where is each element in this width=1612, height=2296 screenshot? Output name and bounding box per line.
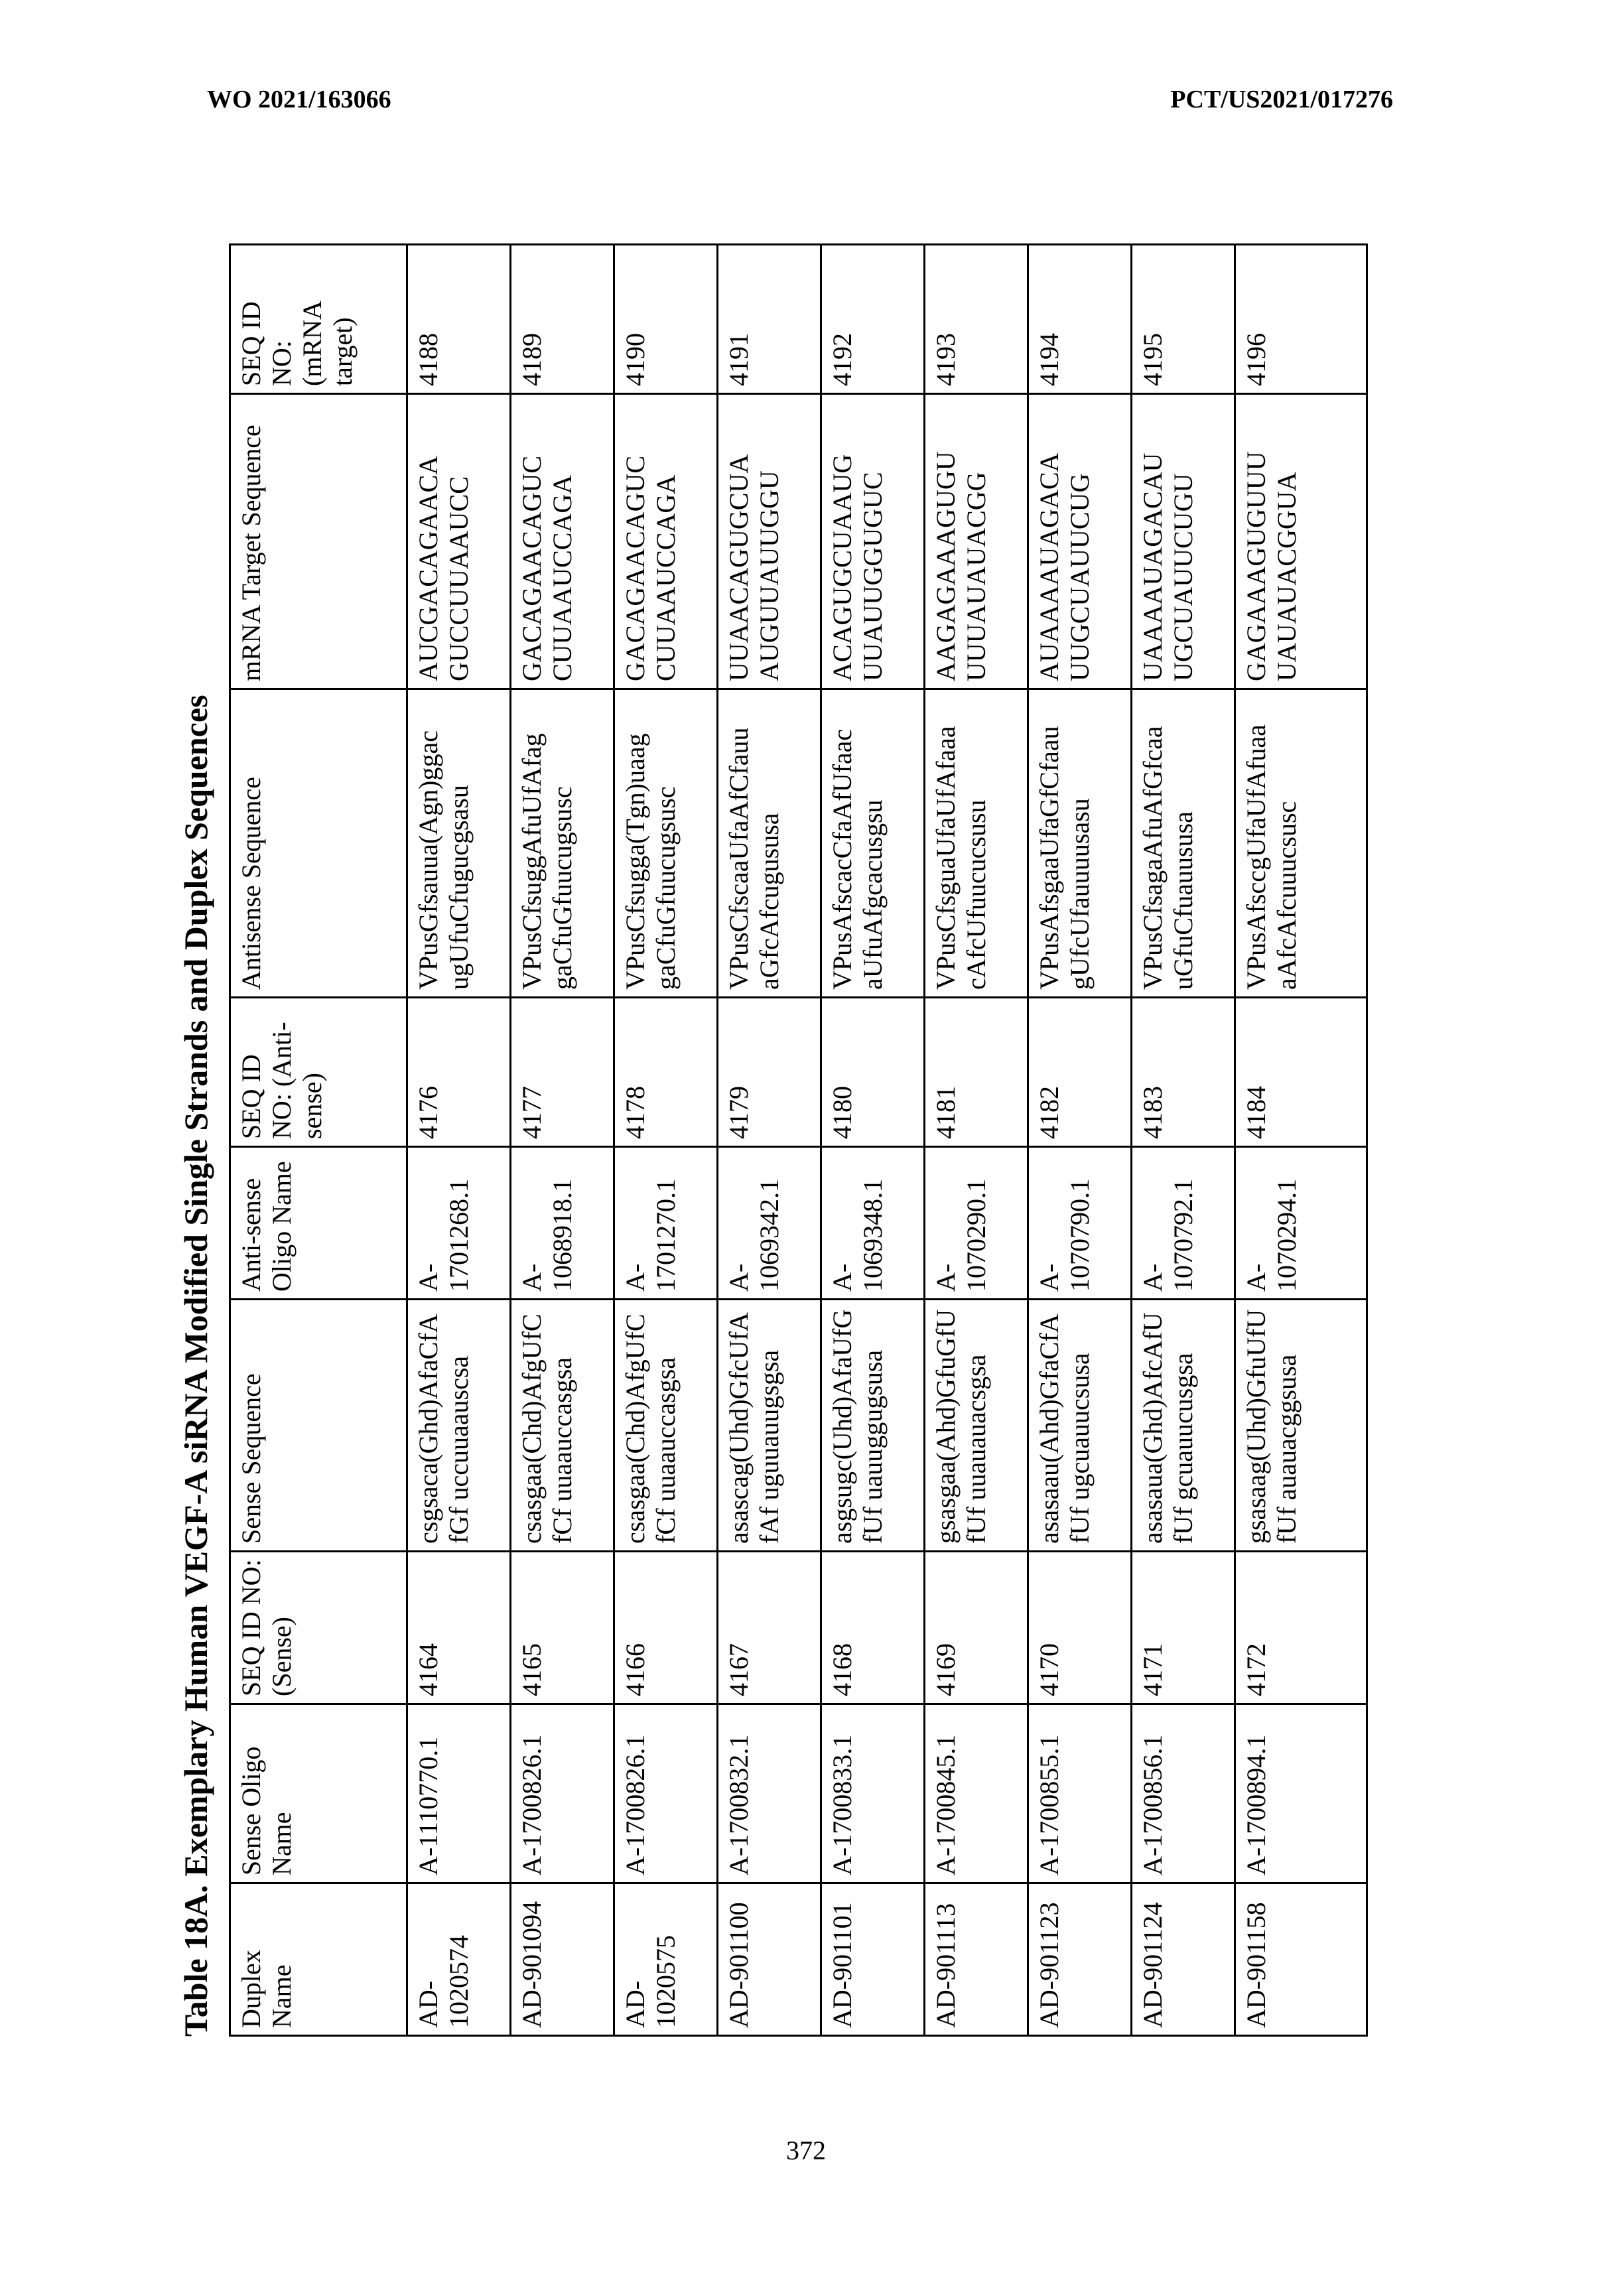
cell-antisense-sequence: VPusCfsguaUfaUfAfaaa cAfcUfuucucsusu [925,689,1028,998]
table-row [1132,245,1235,2036]
cell-seq-id-antisense: 4183 [1132,998,1235,1147]
cell-seq-id-mrna-target: 4192 [821,245,925,394]
cell-antisense-oligo-name: A-1070294.1 [1235,1147,1367,1300]
table-header-row [230,245,407,2036]
cell-seq-id-mrna-target: 4196 [1235,245,1367,394]
cell-sense-sequence: gsasgaa(Ahd)GfuGfUfUf uuauauacsgsa [925,1300,1028,1552]
cell-mrna-target-sequence: AUCGACAGAACA GUCCUUAAUCC [407,394,511,689]
cell-seq-id-antisense: 4177 [511,998,614,1147]
cell-seq-id-mrna-target: 4194 [1028,245,1132,394]
cell-sense-sequence: csasgaa(Chd)AfgUfCfCf uuaauccasgsa [614,1300,718,1552]
cell-sense-sequence: asascag(Uhd)GfcUfAfAf uguuauugsgsa [718,1300,821,1552]
cell-mrna-target-sequence: AUAAAAUAGACA UUGCUAUUCUG [1028,394,1132,689]
cell-antisense-oligo-name: A-1701270.1 [614,1147,718,1300]
cell-mrna-target-sequence: UAAAAUAGACAU UGCUAUUCUGU [1132,394,1235,689]
table-row [1235,245,1367,2036]
cell-seq-id-sense: 4171 [1132,1552,1235,1704]
cell-antisense-sequence: VPusAfsgaaUfaGfCfaau gUfcUfauuuusasu [1028,689,1132,998]
cell-antisense-oligo-name: A-1070790.1 [1028,1147,1132,1300]
cell-seq-id-antisense: 4178 [614,998,718,1147]
cell-sense-oligo-name: A-1700826.1 [614,1704,718,1883]
cell-seq-id-sense: 4170 [1028,1552,1132,1704]
cell-sense-oligo-name: A-1700855.1 [1028,1704,1132,1883]
cell-antisense-sequence: VPusCfscaaUfaAfCfauu aGfcAfcugususa [718,689,821,998]
cell-sense-sequence: asasaau(Ahd)GfaCfAfUf ugcuauucsusa [1028,1300,1132,1552]
cell-sense-oligo-name: A-1700833.1 [821,1704,925,1883]
cell-antisense-oligo-name: A-1701268.1 [407,1147,511,1300]
cell-seq-id-antisense: 4180 [821,998,925,1147]
cell-mrna-target-sequence: GAGAAAGUGUUU UAUAUACGGUA [1235,394,1367,689]
cell-duplex-name: AD-901094 [511,1883,614,2036]
table-title: Table 18A. Exemplary Human VEGF-A siRNA Modified Single Strands and Duplex Sequences [177,695,214,2037]
column-header-mrna-target-sequence: mRNA Target Sequence [230,394,407,689]
cell-seq-id-sense: 4166 [614,1552,718,1704]
cell-mrna-target-sequence: ACAGUGCUAAUG UUAUUGGUGUC [821,394,925,689]
cell-sense-oligo-name: A-1700856.1 [1132,1704,1235,1883]
cell-seq-id-mrna-target: 4193 [925,245,1028,394]
page-number: 372 [786,2135,826,2165]
cell-sense-oligo-name: A-1700845.1 [925,1704,1028,1883]
cell-sense-sequence: csasgaa(Chd)AfgUfCfCf uuaauccasgsa [511,1300,614,1552]
table-row [614,245,718,2036]
cell-seq-id-antisense: 4179 [718,998,821,1147]
table-row [925,245,1028,2036]
cell-mrna-target-sequence: GACAGAACAGUC CUUAAUCCAGA [511,394,614,689]
cell-seq-id-antisense: 4184 [1235,998,1367,1147]
table-row [407,245,511,2036]
cell-seq-id-sense: 4172 [1235,1552,1367,1704]
cell-sense-oligo-name: A-1110770.1 [407,1704,511,1883]
cell-seq-id-sense: 4169 [925,1552,1028,1704]
column-header-seq-id-mrna-target: SEQ ID NO: (mRNA target) [230,245,407,394]
cell-duplex-name: AD-1020575 [614,1883,718,2036]
cell-antisense-sequence: VPusCfsuggAfuUfAfag gaCfuGfuucugsusc [511,689,614,998]
cell-mrna-target-sequence: AAGAGAAAGUGU UUUAUAUACGG [925,394,1028,689]
cell-seq-id-sense: 4168 [821,1552,925,1704]
cell-duplex-name: AD-901113 [925,1883,1028,2036]
cell-antisense-sequence: VPusCfsagaAfuAfGfcaa uGfuCfuauususa [1132,689,1235,998]
column-header-seq-id-sense: SEQ ID NO: (Sense) [230,1552,407,1704]
column-header-sense-sequence: Sense Sequence [230,1300,407,1552]
cell-mrna-target-sequence: GACAGAACAGUC CUUAAUCCAGA [614,394,718,689]
cell-seq-id-sense: 4167 [718,1552,821,1704]
pct-application-number: PCT/US2021/017276 [1170,86,1393,113]
column-header-antisense-sequence: Antisense Sequence [230,689,407,998]
cell-seq-id-antisense: 4181 [925,998,1028,1147]
column-header-antisense-oligo-name: Anti-sense Oligo Name [230,1147,407,1300]
table-row [1028,245,1132,2036]
cell-antisense-sequence: VPusCfsugga(Tgn)uaag gaCfuGfuucugsusc [614,689,718,998]
column-header-seq-id-antisense: SEQ ID NO: (Anti-sense) [230,998,407,1147]
cell-seq-id-mrna-target: 4188 [407,245,511,394]
cell-mrna-target-sequence: UUAACAGUGCUA AUGUUAUUGGU [718,394,821,689]
cell-antisense-oligo-name: A-1068918.1 [511,1147,614,1300]
column-header-sense-oligo-name: Sense Oligo Name [230,1704,407,1883]
cell-sense-sequence: asgsugc(Uhd)AfaUfGfUf uauuggugsusa [821,1300,925,1552]
cell-seq-id-antisense: 4182 [1028,998,1132,1147]
patent-publication-number: WO 2021/163066 [207,86,391,113]
cell-antisense-sequence: VPusAfsccgUfaUfAfuaa aAfcAfcuuucsusc [1235,689,1367,998]
cell-antisense-sequence: VPusAfscacCfaAfUfaac aUfuAfgcacusgsu [821,689,925,998]
cell-antisense-oligo-name: A-1070792.1 [1132,1147,1235,1300]
table-row [821,245,925,2036]
cell-seq-id-antisense: 4176 [407,998,511,1147]
cell-seq-id-mrna-target: 4190 [614,245,718,394]
cell-duplex-name: AD-901101 [821,1883,925,2036]
cell-antisense-oligo-name: A-1069348.1 [821,1147,925,1300]
cell-sense-oligo-name: A-1700826.1 [511,1704,614,1883]
cell-sense-oligo-name: A-1700894.1 [1235,1704,1367,1883]
cell-sense-sequence: asasaua(Ghd)AfcAfUfUf gcuauucusgsa [1132,1300,1235,1552]
rotated-table-container [172,245,1361,2037]
cell-antisense-sequence: VPusGfsauua(Agn)ggac ugUfuCfugucgsasu [407,689,511,998]
cell-duplex-name: AD-901123 [1028,1883,1132,2036]
cell-antisense-oligo-name: A-1070290.1 [925,1147,1028,1300]
sirna-sequence-table [229,243,1368,2037]
table-row [511,245,614,2036]
table-row [718,245,821,2036]
cell-seq-id-mrna-target: 4189 [511,245,614,394]
cell-seq-id-mrna-target: 4191 [718,245,821,394]
cell-antisense-oligo-name: A-1069342.1 [718,1147,821,1300]
cell-sense-oligo-name: A-1700832.1 [718,1704,821,1883]
cell-duplex-name: AD-1020574 [407,1883,511,2036]
cell-duplex-name: AD-901124 [1132,1883,1235,2036]
cell-sense-sequence: csgsaca(Ghd)AfaCfAfGf uccuuaauscsa [407,1300,511,1552]
column-header-duplex-name: Duplex Name [230,1883,407,2036]
cell-seq-id-sense: 4164 [407,1552,511,1704]
cell-duplex-name: AD-901100 [718,1883,821,2036]
cell-seq-id-mrna-target: 4195 [1132,245,1235,394]
cell-seq-id-sense: 4165 [511,1552,614,1704]
cell-sense-sequence: gsasaag(Uhd)GfuUfUfUf auauacggsusa [1235,1300,1367,1552]
cell-duplex-name: AD-901158 [1235,1883,1367,2036]
